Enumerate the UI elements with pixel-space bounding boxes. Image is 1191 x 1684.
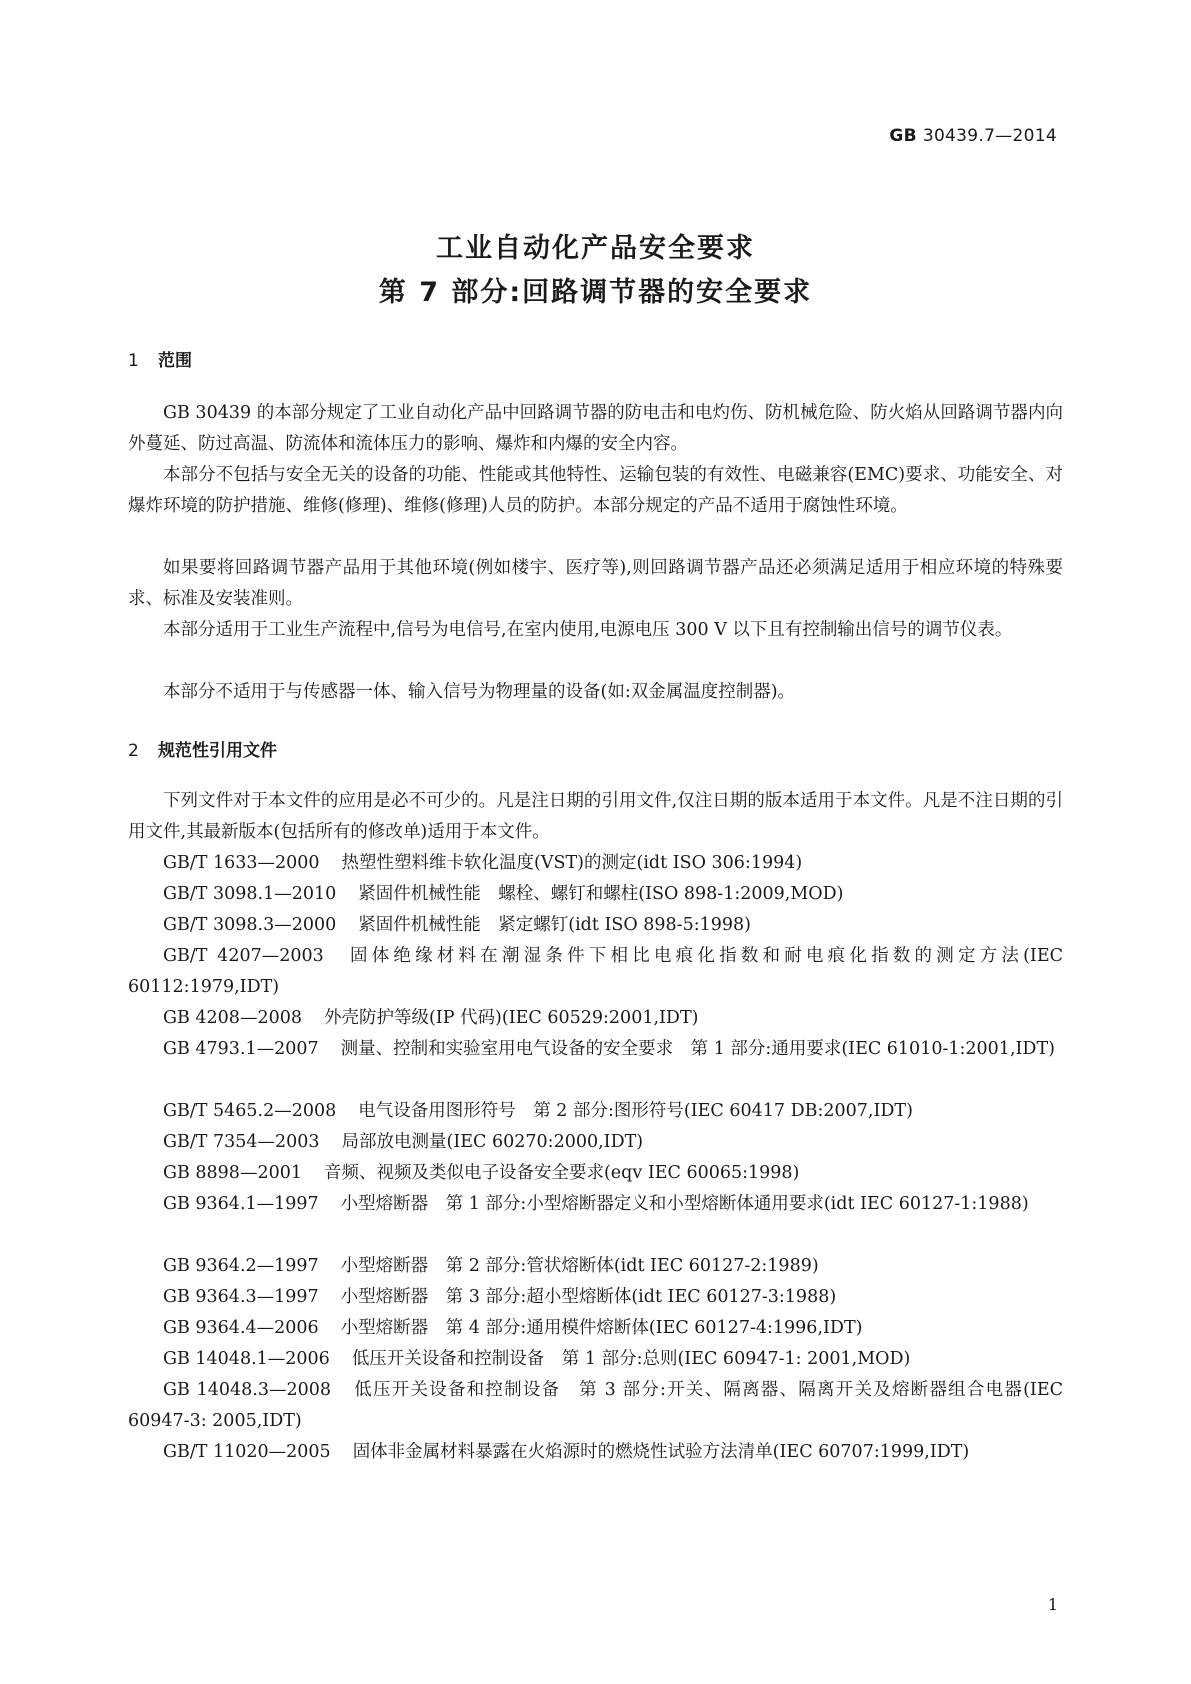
reference-item: GB 9364.4—2006 小型熔断器 第 4 部分:通用模件熔断体(IEC 60127-4:1996,IDT) bbox=[163, 1318, 863, 1338]
reference-item: GB/T 3098.1—2010 紧固件机械性能 螺栓、螺钉和螺柱(ISO 898-1:2009,MOD) bbox=[163, 884, 844, 904]
paragraph: GB 30439 的本部分规定了工业自动化产品中回路调节器的防电击和电灼伤、防机械危险、防火焰从回路调节器内向外蔓延、防过高温、防流体和流体压力的影响、爆炸和内爆的安全内容。 bbox=[128, 403, 1063, 454]
document-title-line2: 第 7 部分:回路调节器的安全要求 bbox=[378, 277, 813, 308]
reference-item: GB 4208—2008 外壳防护等级(IP 代码)(IEC 60529:2001,IDT) bbox=[163, 1008, 699, 1028]
standard-code bbox=[889, 126, 1057, 146]
reference-item: GB/T 4207—2003 固体绝缘材料在潮湿条件下相比电痕化指数和耐电痕化指数的测定方法(IEC 60112:1979,IDT) bbox=[128, 946, 1064, 997]
reference-item: GB 8898—2001 音频、视频及类似电子设备安全要求(eqv IEC 60065:1998) bbox=[163, 1163, 800, 1183]
standard-number: 30439.7—2014 bbox=[922, 126, 1057, 146]
reference-item: GB 4793.1—2007 测量、控制和实验室用电气设备的安全要求 第 1 部分:通用要求(IEC 61010-1:2001,IDT) bbox=[163, 1039, 1055, 1059]
reference-item: GB 9364.3—1997 小型熔断器 第 3 部分:超小型熔断体(idt IEC 60127-3:1988) bbox=[163, 1287, 837, 1307]
reference-item: GB/T 1633—2000 热塑性塑料维卡软化温度(VST)的测定(idt ISO 306:1994) bbox=[163, 853, 803, 873]
section-title: 规范性引用文件 bbox=[158, 741, 277, 761]
standard-prefix: GB bbox=[889, 126, 917, 146]
section-title: 范围 bbox=[158, 351, 192, 371]
section-2-heading bbox=[128, 736, 277, 761]
paragraph: 下列文件对于本文件的应用是必不可少的。凡是注日期的引用文件,仅注日期的版本适用于本文件。凡是不注日期的引用文件,其最新版本(包括所有的修改单)适用于本文件。 bbox=[128, 791, 1063, 842]
reference-item: GB 9364.2—1997 小型熔断器 第 2 部分:管状熔断体(idt IEC 60127-2:1989) bbox=[163, 1256, 819, 1276]
page-number: 1 bbox=[1047, 1595, 1058, 1614]
section-number: 2 bbox=[128, 741, 139, 761]
section-number: 1 bbox=[128, 351, 139, 371]
reference-item: GB 9364.1—1997 小型熔断器 第 1 部分:小型熔断器定义和小型熔断体通用要求(idt IEC 60127-1:1988) bbox=[163, 1194, 1029, 1214]
paragraph: 本部分不包括与安全无关的设备的功能、性能或其他特性、运输包装的有效性、电磁兼容(EMC)要求、功能安全、对爆炸环境的防护措施、维修(修理)、维修(修理)人员的防护。本部分规定的产品不适用于腐蚀性环境。 bbox=[128, 465, 1063, 516]
reference-item: GB 14048.3—2008 低压开关设备和控制设备 第 3 部分:开关、隔离器、隔离开关及熔断器组合电器(IEC 60947-3: 2005,IDT) bbox=[128, 1380, 1063, 1431]
section-1-heading bbox=[128, 346, 192, 371]
reference-item: GB/T 11020—2005 固体非金属材料暴露在火焰源时的燃烧性试验方法清单(IEC 60707:1999,IDT) bbox=[163, 1442, 970, 1462]
reference-item: GB 14048.1—2006 低压开关设备和控制设备 第 1 部分:总则(IEC 60947-1: 2001,MOD) bbox=[163, 1349, 911, 1369]
paragraph: 如果要将回路调节器产品用于其他环境(例如楼宇、医疗等),则回路调节器产品还必须满足适用于相应环境的特殊要求、标准及安装准则。 bbox=[128, 558, 1063, 609]
paragraph: 本部分适用于工业生产流程中,信号为电信号,在室内使用,电源电压 300 V 以下且有控制输出信号的调节仪表。 bbox=[163, 620, 1013, 640]
reference-item: GB/T 5465.2—2008 电气设备用图形符号 第 2 部分:图形符号(IEC 60417 DB:2007,IDT) bbox=[163, 1101, 913, 1121]
reference-item: GB/T 3098.3—2000 紧固件机械性能 紧定螺钉(idt ISO 898-5:1998) bbox=[163, 915, 751, 935]
document-title-line1: 工业自动化产品安全要求 bbox=[436, 233, 755, 264]
paragraph: 本部分不适用于与传感器一体、输入信号为物理量的设备(如:双金属温度控制器)。 bbox=[163, 682, 796, 702]
reference-item: GB/T 7354—2003 局部放电测量(IEC 60270:2000,IDT) bbox=[163, 1132, 644, 1152]
